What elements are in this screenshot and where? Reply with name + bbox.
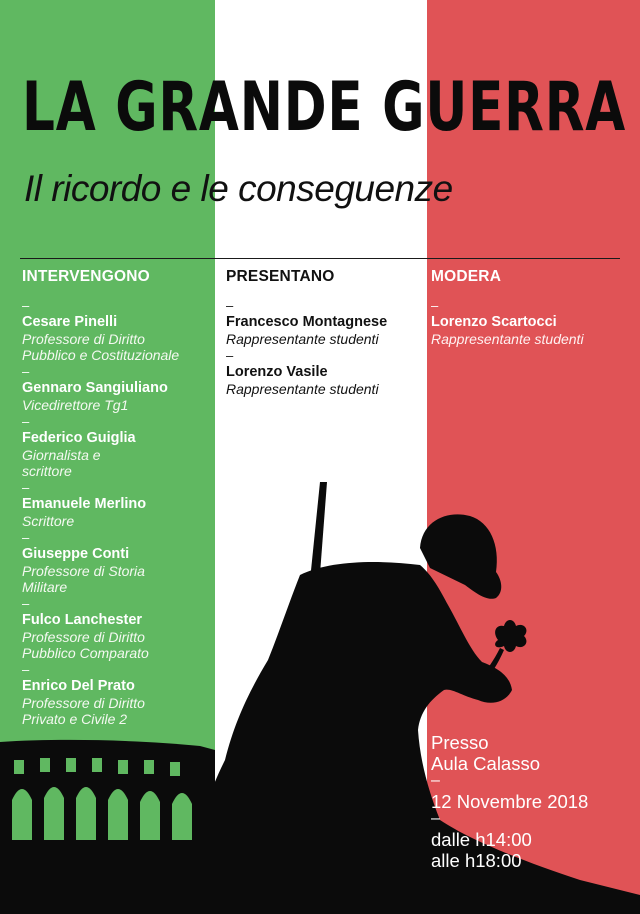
presenter-item xyxy=(226,300,426,347)
poster-title: LA GRANDE GUERRA xyxy=(22,68,627,147)
speaker-role: Privato e Civile 2 xyxy=(22,711,128,727)
event-time-from: dalle h14:00 xyxy=(431,829,532,850)
speaker-role: Militare xyxy=(22,579,68,595)
event-date: 12 Novembre 2018 xyxy=(431,791,589,812)
speaker-role: Professore di Diritto xyxy=(22,695,145,711)
speaker-role: scrittore xyxy=(22,463,72,479)
presenter-role: Rappresentante studenti xyxy=(226,331,379,347)
event-time-to: alle h18:00 xyxy=(431,850,522,871)
speaker-item xyxy=(22,482,212,529)
event-info xyxy=(431,732,588,871)
presenter-name: Francesco Montagnese xyxy=(226,314,388,330)
intervengono-heading: INTERVENGONO xyxy=(22,268,150,285)
dash: – xyxy=(22,298,30,313)
speaker-name: Gennaro Sangiuliano xyxy=(22,380,168,396)
speaker-role: Professore di Diritto xyxy=(22,331,145,347)
intervengono-column xyxy=(22,268,212,730)
speaker-item xyxy=(22,664,212,727)
speaker-name: Fulco Lanchester xyxy=(22,612,143,628)
dash: – xyxy=(431,298,439,313)
moderator-name: Lorenzo Scartocci xyxy=(431,314,557,330)
speaker-item xyxy=(22,532,212,595)
speaker-name: Cesare Pinelli xyxy=(22,314,118,330)
speaker-name: Federico Guiglia xyxy=(22,430,136,446)
speaker-role: Professore di Diritto xyxy=(22,629,145,645)
dash: – xyxy=(226,348,234,363)
presentano-heading: PRESENTANO xyxy=(226,268,335,285)
speaker-name: Emanuele Merlino xyxy=(22,496,147,512)
presso-label: Presso xyxy=(431,732,489,753)
speaker-name: Giuseppe Conti xyxy=(22,546,130,562)
speaker-item xyxy=(22,416,212,479)
dash: – xyxy=(22,596,30,611)
dash: – xyxy=(431,810,440,827)
speaker-role: Vicedirettore Tg1 xyxy=(22,397,129,413)
dash: – xyxy=(22,480,30,495)
dash: – xyxy=(22,662,30,677)
speaker-role: Scrittore xyxy=(22,513,75,529)
dash: – xyxy=(22,414,30,429)
poster-subtitle: Il ricordo e le conseguenze xyxy=(24,168,453,209)
presenter-name: Lorenzo Vasile xyxy=(226,364,328,380)
speaker-name: Enrico Del Prato xyxy=(22,678,135,694)
dash: – xyxy=(431,772,440,789)
moderator-role: Rappresentante studenti xyxy=(431,331,584,347)
dash: – xyxy=(226,298,234,313)
dash: – xyxy=(22,364,30,379)
speaker-role: Pubblico e Costituzionale xyxy=(22,347,180,363)
intervengono-list xyxy=(22,300,212,727)
modera-heading: MODERA xyxy=(431,268,502,285)
speaker-item xyxy=(22,366,212,413)
speaker-role: Giornalista e xyxy=(22,447,101,463)
presenter-role: Rappresentante studenti xyxy=(226,381,379,397)
speaker-role: Pubblico Comparato xyxy=(22,645,149,661)
modera-column xyxy=(431,268,631,350)
dash: – xyxy=(22,530,30,545)
presenter-item xyxy=(226,350,426,397)
speaker-role: Professore di Storia xyxy=(22,563,145,579)
speaker-item xyxy=(22,300,212,363)
moderator-item xyxy=(431,300,631,347)
flower-head-shape xyxy=(495,620,526,652)
speaker-item xyxy=(22,598,212,661)
event-location: Aula Calasso xyxy=(431,753,541,774)
presentano-column xyxy=(226,268,426,400)
